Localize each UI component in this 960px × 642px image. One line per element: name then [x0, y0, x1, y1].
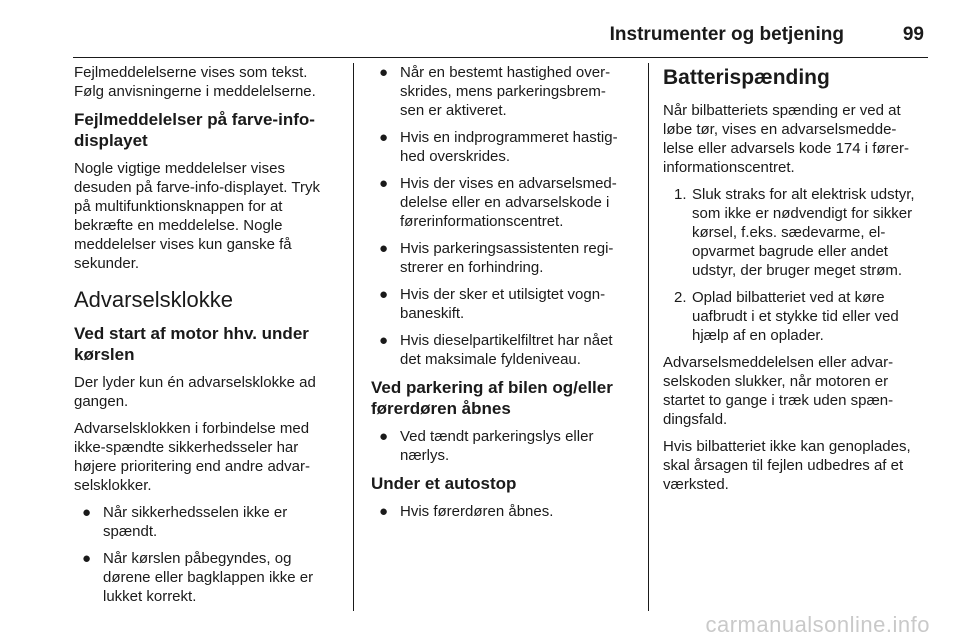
- bullet-icon: ●: [379, 129, 389, 146]
- text-line: Når en bestemt hastighed over-: [400, 64, 611, 81]
- page-title: Instrumenter og betjening: [609, 24, 844, 45]
- text-line: Hvis dieselpartikelfiltret har nået: [400, 332, 613, 349]
- bullet-item: [371, 239, 633, 277]
- paragraph: [663, 437, 931, 494]
- bullet-icon: ●: [379, 64, 389, 81]
- bullet-item: [371, 427, 633, 465]
- text-line: Nogle vigtige meddelelser vises: [74, 160, 285, 177]
- page-number: 99: [902, 24, 924, 45]
- paragraph: [74, 419, 342, 495]
- section-heading: [74, 323, 342, 365]
- numbered-item: [663, 185, 931, 280]
- text-line: Hvis der sker et utilsigtet vogn-: [400, 286, 606, 303]
- text-line: ikke-spændte sikkerhedsseler har: [74, 439, 299, 456]
- text-line: informationscentret.: [663, 159, 795, 176]
- text-line: værksted.: [663, 476, 729, 493]
- bullet-text: [400, 502, 633, 521]
- paragraph: [74, 373, 342, 411]
- bullet-item: [371, 174, 633, 231]
- section-heading: [371, 377, 633, 419]
- text-line: højere prioritering end andre advar-: [74, 458, 310, 475]
- text-line: Når kørslen påbegyndes, og: [103, 550, 292, 567]
- bullet-icon: ●: [379, 503, 389, 520]
- text-line: kørsel, f.eks. sædevarme, el-: [692, 224, 886, 241]
- text-line: gangen.: [74, 393, 129, 410]
- text-line: skal årsagen til fejlen udbedres af et: [663, 457, 904, 474]
- column-right: [663, 63, 931, 502]
- text-line: Sluk straks for alt elektrisk udstyr,: [692, 186, 915, 203]
- bullet-icon: ●: [82, 504, 92, 521]
- text-line: nærlys.: [400, 447, 450, 464]
- text-line: Hvis førerdøren åbnes.: [400, 503, 554, 520]
- numbered-item: [663, 288, 931, 345]
- numbered-text: [692, 288, 931, 345]
- bullet-icon: ●: [379, 332, 389, 349]
- text-line: selsklokker.: [74, 477, 152, 494]
- paragraph: [74, 159, 342, 273]
- column-divider: [353, 63, 354, 611]
- text-line: Ved start af motor hhv. under: [74, 324, 309, 343]
- page-header: [73, 0, 928, 58]
- section-heading: [74, 109, 342, 151]
- intro-paragraph: [74, 63, 342, 101]
- column-left: [74, 63, 342, 614]
- bullet-item: [74, 549, 342, 606]
- text-line: lelse eller advarsels kode 174 i fører-: [663, 140, 909, 157]
- text-line: desuden på farve-info-displayet. Tryk: [74, 179, 320, 196]
- text-line: sekunder.: [74, 255, 140, 272]
- text-line: Ved parkering af bilen og/eller: [371, 378, 613, 397]
- bullet-text: [400, 239, 633, 277]
- text-line: Advarselsklokken i forbindelse med: [74, 420, 310, 437]
- chapter-heading: Advarselsklokke: [74, 287, 233, 312]
- text-line: løbe tør, vises en advarselsmedde-: [663, 121, 897, 138]
- column-middle: [371, 63, 633, 529]
- text-line: baneskift.: [400, 305, 465, 322]
- bullet-text: [400, 63, 633, 120]
- text-line: som ikke er nødvendigt for sikker: [692, 205, 913, 222]
- text-line: uafbrudt i et stykke tid eller ved: [692, 308, 899, 325]
- text-line: delelse eller en advarselskode i: [400, 194, 610, 211]
- watermark: carmanualsonline.info: [705, 612, 930, 637]
- text-line: skrides, mens parkeringsbrem-: [400, 83, 606, 100]
- text-line: Hvis en indprogrammeret hastig-: [400, 129, 618, 146]
- text-line: selskoden slukker, når motoren er: [663, 373, 889, 390]
- text-line: Når sikkerhedsselen ikke er: [103, 504, 288, 521]
- text-line: startet to gange i træk uden spæn-: [663, 392, 894, 409]
- text-line: Ved tændt parkeringslys eller: [400, 428, 594, 445]
- text-line: bekræfte en meddelelse. Nogle: [74, 217, 283, 234]
- text-line: førerdøren åbnes: [371, 399, 511, 418]
- text-line: spændt.: [103, 523, 158, 540]
- bullet-item: [371, 63, 633, 120]
- bullet-item: [371, 128, 633, 166]
- text-line: Følg anvisningerne i meddelelserne.: [74, 83, 316, 100]
- bullet-text: [400, 174, 633, 231]
- bullet-icon: ●: [82, 550, 92, 567]
- item-number: 1.: [674, 186, 687, 203]
- text-line: hed overskrides.: [400, 148, 511, 165]
- text-line: displayet: [74, 131, 148, 150]
- paragraph: [663, 101, 931, 177]
- text-line: lukket korrekt.: [103, 588, 197, 605]
- text-line: Fejlmeddelelserne vises som tekst.: [74, 64, 308, 81]
- bullet-icon: ●: [379, 240, 389, 257]
- bullet-item: [371, 331, 633, 369]
- text-line: meddelelser vises kun ganske få: [74, 236, 292, 253]
- text-line: Advarselsmeddelelsen eller advar-: [663, 354, 894, 371]
- text-line: Hvis parkeringsassistenten regi-: [400, 240, 614, 257]
- bullet-item: [371, 285, 633, 323]
- column-divider: [648, 63, 649, 611]
- bullet-item: [74, 503, 342, 541]
- bullet-text: [400, 285, 633, 323]
- text-line: Hvis bilbatteriet ikke kan genoplades,: [663, 438, 911, 455]
- text-line: Fejlmeddelelser på farve-info-: [74, 110, 315, 129]
- text-line: Hvis der vises en advarselsmed-: [400, 175, 617, 192]
- text-line: det maksimale fyldeniveau.: [400, 351, 581, 368]
- chapter-heading: Batterispænding: [663, 66, 830, 89]
- numbered-text: [692, 185, 931, 280]
- paragraph: [663, 353, 931, 429]
- bullet-text: [400, 331, 633, 369]
- text-line: Når bilbatteriets spænding er ved at: [663, 102, 901, 119]
- text-line: opvarmet bagrude eller andet: [692, 243, 888, 260]
- section-heading: Under et autostop: [371, 474, 517, 493]
- text-line: dingsfald.: [663, 411, 728, 428]
- text-line: Oplad bilbatteriet ved at køre: [692, 289, 885, 306]
- text-line: Der lyder kun én advarselsklokke ad: [74, 374, 316, 391]
- text-line: kørslen: [74, 345, 135, 364]
- bullet-icon: ●: [379, 428, 389, 445]
- text-line: udstyr, der bruger meget strøm.: [692, 262, 903, 279]
- text-line: strerer en forhindring.: [400, 259, 544, 276]
- bullet-text: [400, 128, 633, 166]
- text-line: hjælp af en oplader.: [692, 327, 824, 344]
- text-line: sen er aktiveret.: [400, 102, 507, 119]
- bullet-icon: ●: [379, 175, 389, 192]
- bullet-icon: ●: [379, 286, 389, 303]
- bullet-text: [400, 427, 633, 465]
- text-line: dørene eller bagklappen ikke er: [103, 569, 314, 586]
- text-line: på multifunktionsknappen for at: [74, 198, 283, 215]
- bullet-text: [103, 503, 342, 541]
- item-number: 2.: [674, 289, 687, 306]
- bullet-item: [371, 502, 633, 521]
- bullet-text: [103, 549, 342, 606]
- text-line: førerinformationscentret.: [400, 213, 564, 230]
